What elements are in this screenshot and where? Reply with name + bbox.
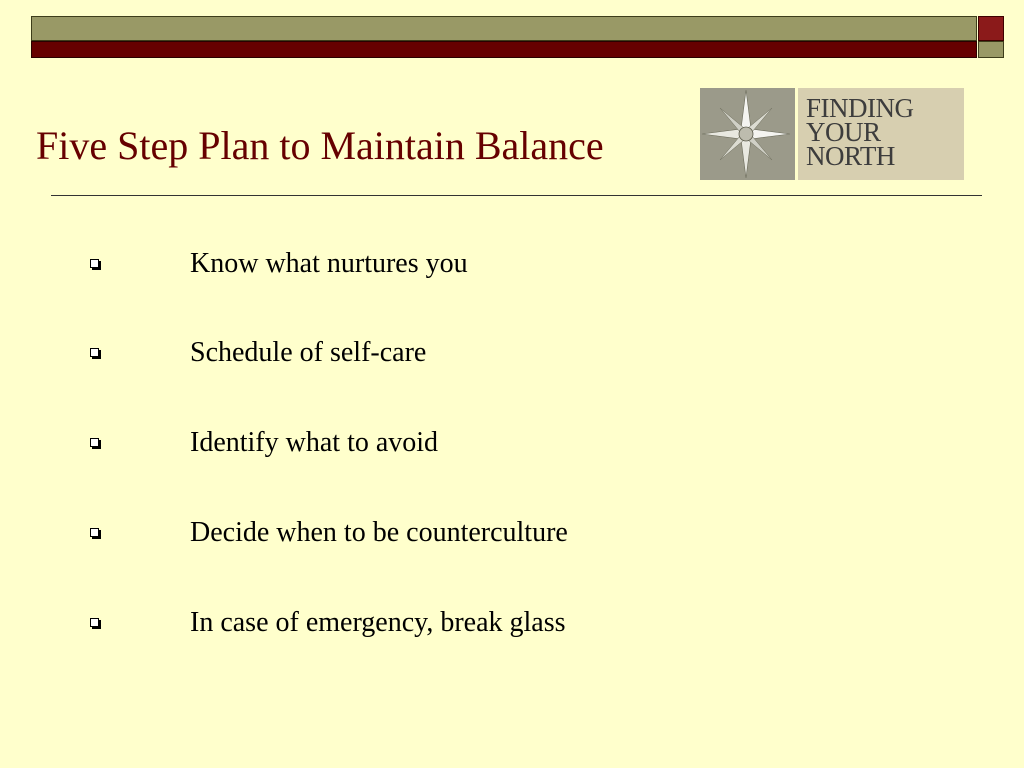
bullet-text: In case of emergency, break glass <box>190 607 566 638</box>
hollow-square-bullet-icon <box>90 528 101 539</box>
header-square-red <box>978 16 1004 41</box>
hollow-square-bullet-icon <box>90 438 101 449</box>
title-divider <box>51 195 982 196</box>
bullet-text: Identify what to avoid <box>190 427 439 458</box>
slide-title: Five Step Plan to Maintain Balance <box>36 123 604 168</box>
logo-wordmark <box>798 88 964 180</box>
hollow-square-bullet-icon <box>90 618 101 629</box>
bullet-text: Schedule of self-care <box>190 337 427 368</box>
compass-star-icon <box>700 88 795 180</box>
list-item <box>90 423 439 463</box>
bullet-text: Decide when to be counterculture <box>190 517 568 548</box>
bullet-text: Know what nurtures you <box>190 248 468 279</box>
list-item <box>90 603 566 643</box>
logo-line-1: FINDING <box>806 93 914 123</box>
list-item <box>90 513 568 553</box>
finding-your-north-logo <box>700 88 964 180</box>
logo-line-2: YOUR <box>806 117 881 147</box>
list-item <box>90 333 427 373</box>
hollow-square-bullet-icon <box>90 259 101 270</box>
header-band-olive <box>31 16 977 41</box>
logo-line-3: NORTH <box>806 141 895 171</box>
list-item <box>90 244 468 284</box>
header-square-olive <box>978 41 1004 58</box>
hollow-square-bullet-icon <box>90 348 101 359</box>
header-band-red <box>31 41 977 58</box>
